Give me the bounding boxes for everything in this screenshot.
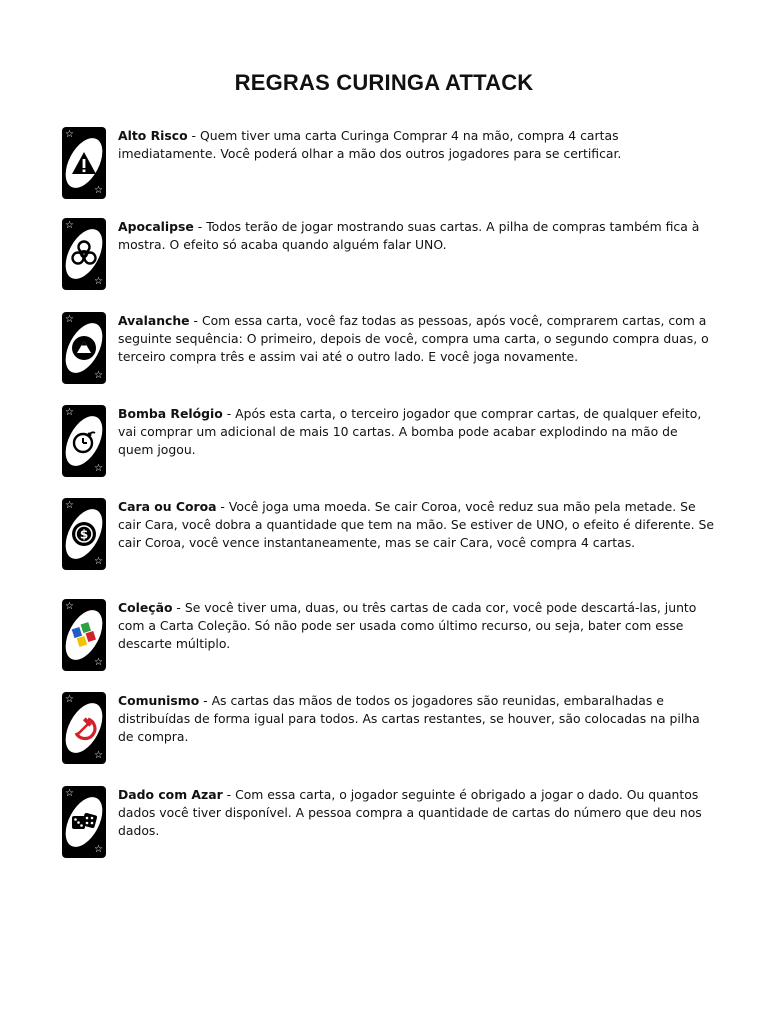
hammer-sickle-icon [70,714,98,742]
wild-card: ☆ ☆ $ [62,498,106,570]
wild-card: ☆ ☆ [62,218,106,290]
wild-card: ☆ ☆ [62,405,106,477]
wild-card: ☆ ☆ [62,312,106,384]
rule-text: Cara ou Coroa - Você joga uma moeda. Se cair Coroa, você reduz sua mão pela metade. Se cair Cara, você dobra a quantidade que tem na mão. Se estiver de UNO, o efeito é diferente. Se cair Coroa, você vence instantaneamente, mas se cair Cara, você compra 4 cartas. [118,499,714,550]
rule-text: Apocalipse - Todos terão de jogar mostrando suas cartas. A pilha de compras também fica à mostra. O efeito só acaba quando alguém falar UNO. [118,219,700,252]
color-cards-icon [70,621,98,649]
rule-text: Comunismo - As cartas das mãos de todos os jogadores são reunidas, embaralhadas e distribuídas de forma igual para todos. As cartas restantes, se houver, são colocadas na pilha de compra. [118,693,700,744]
coin-icon [70,520,98,548]
wild-card: ☆ ☆ [62,692,106,764]
bomb-icon [70,427,98,455]
rule-text: Bomba Relógio - Após esta carta, o terceiro jogador que comprar cartas, de qualquer efeito, vai comprar um adicional de mais 10 cartas. A bomba pode acabar explodindo na mão de quem jogou. [118,406,702,457]
rule-text: Dado com Azar - Com essa carta, o jogador seguinte é obrigado a jogar o dado. Ou quantos dados você tiver disponível. A pessoa compra a quantidade de cartas do número que deu nos dados. [118,787,702,838]
wild-card: ☆ ☆ [62,786,106,858]
mountain-icon [70,334,98,362]
rule-text: Avalanche - Com essa carta, você faz todas as pessoas, após você, comprarem cartas, com a seguinte sequência: O primeiro, depois de você, compra uma carta, o segundo compra duas, o terceiro compra três e assim vai até o outro lado. E você joga novamente. [118,313,709,364]
wild-card: ☆ ☆ [62,127,106,199]
svg-text:$: $ [79,527,89,542]
biohazard-icon [70,240,98,268]
dice-icon [70,808,98,836]
warning-icon [70,149,98,177]
rule-text: Coleção - Se você tiver uma, duas, ou três cartas de cada cor, você pode descartá-las, junto com a Carta Coleção. Só não pode ser usada como último recurso, ou seja, bater com esse descarte múltiplo. [118,600,697,651]
rule-text: Alto Risco - Quem tiver uma carta Curinga Comprar 4 na mão, compra 4 cartas imediatamente. Você poderá olhar a mão dos outros jogadores para se certificar. [118,128,622,161]
page-title: REGRAS CURINGA ATTACK [234,70,534,95]
wild-card: ☆ ☆ [62,599,106,671]
